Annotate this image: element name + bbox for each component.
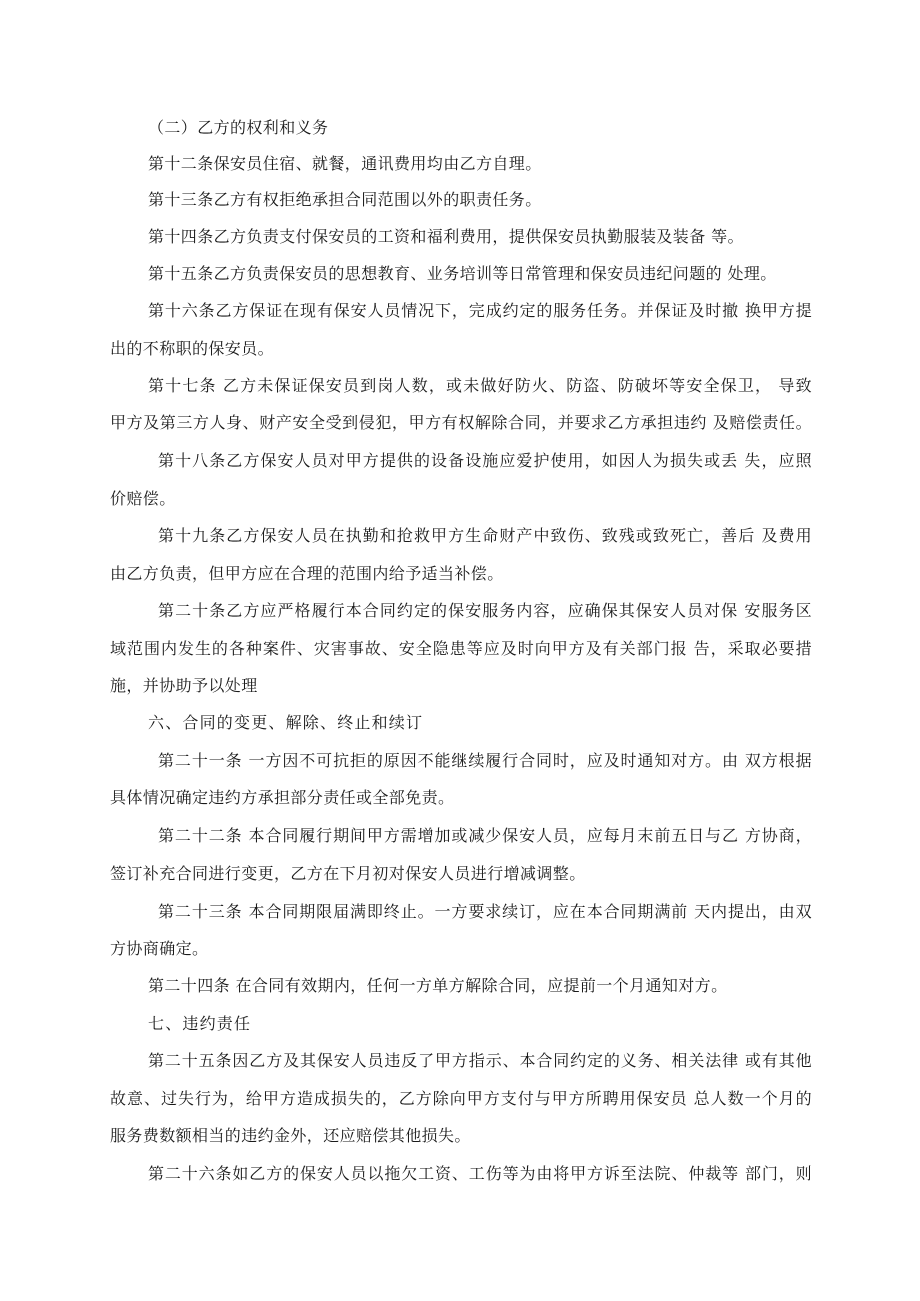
paragraph-line: 第二十五条因乙方及其保安人员违反了甲方指示、本合同约定的义务、相关法律 或有其他 — [148, 1051, 812, 1070]
paragraph-line: 第十八条乙方保安人员对甲方提供的设备设施应爱护使用，如因人为损失或丢 失，应照 — [158, 451, 812, 470]
paragraph-line: 第十三条乙方有权拒绝承担合同范围以外的职责任务。 — [148, 190, 542, 209]
paragraph-line: 域范围内发生的各种案件、灾害事故、安全隐患等应及时向甲方及有关部门报 告，采取必要措 — [110, 639, 812, 658]
paragraph-line: 第十四条乙方负责支付保安员的工资和福利费用，提供保安员执勤服装及装备 等。 — [148, 227, 744, 246]
subsection-heading: （二）乙方的权利和义务 — [148, 118, 329, 137]
paragraph-line: 第二十二条 本合同履行期间甲方需增加或减少保安人员，应每月末前五日与乙 方协商， — [158, 826, 812, 845]
section-heading: 七、违约责任 — [148, 1014, 252, 1033]
paragraph-line: 服务费数额相当的违约金外，还应赔偿其他损失。 — [110, 1126, 471, 1145]
paragraph-line: 第二十一条 一方因不可抗拒的原因不能继续履行合同时，应及时通知对方。由 双方根据 — [158, 751, 812, 770]
paragraph-line: 价赔偿。 — [110, 489, 176, 508]
paragraph-line: 第十七条 乙方未保证保安员到岗人数，或未做好防火、防盗、防破坏等安全保卫， 导致 — [148, 376, 812, 395]
paragraph-line: 故意、过失行为，给甲方造成损失的，乙方除向甲方支付与甲方所聘用保安员 总人数一个月的 — [110, 1089, 812, 1108]
paragraph-line: 具体情况确定违约方承担部分责任或全部免责。 — [110, 788, 455, 807]
paragraph-line: 第二十三条 本合同期限届满即终止。一方要求续订，应在本合同期满前 天内提出，由双 — [158, 902, 812, 921]
paragraph-line: 第十九条乙方保安人员在执勤和抢救甲方生命财产中致伤、致残或致死亡，善后 及费用 — [158, 526, 812, 545]
paragraph-line: 第十二条保安员住宿、就餐，通讯费用均由乙方自理。 — [148, 154, 542, 173]
paragraph-line: 第十五条乙方负责保安员的思想教育、业务培训等日常管理和保安员违纪问题的 处理。 — [148, 264, 777, 283]
section-heading: 六、合同的变更、解除、终止和续订 — [148, 713, 424, 732]
paragraph-line: 由乙方负责，但甲方应在合理的范围内给予适当补偿。 — [110, 564, 504, 583]
paragraph-line: 第二十条乙方应严格履行本合同约定的保安服务内容，应确保其保安人员对保 安服务区 — [158, 601, 812, 620]
paragraph-line: 方协商确定。 — [110, 939, 209, 958]
paragraph-line: 签订补充合同进行变更，乙方在下月初对保安人员进行增减调整。 — [110, 864, 586, 883]
paragraph-line: 出的不称职的保安员。 — [110, 339, 275, 358]
paragraph-line: 第十六条乙方保证在现有保安人员情况下，完成约定的服务任务。并保证及时撤 换甲方提 — [148, 301, 812, 320]
paragraph-line: 第二十四条 在合同有效期内，任何一方单方解除合同，应提前一个月通知对方。 — [148, 976, 728, 995]
paragraph-line: 甲方及第三方人身、财产安全受到侵犯，甲方有权解除合同，并要求乙方承担违约 及赔偿责任。 — [110, 413, 812, 432]
paragraph-line: 第二十六条如乙方的保安人员以拖欠工资、工伤等为由将甲方诉至法院、仲裁等 部门，则 — [148, 1164, 812, 1183]
paragraph-line: 施，并协助予以处理 — [110, 676, 258, 695]
